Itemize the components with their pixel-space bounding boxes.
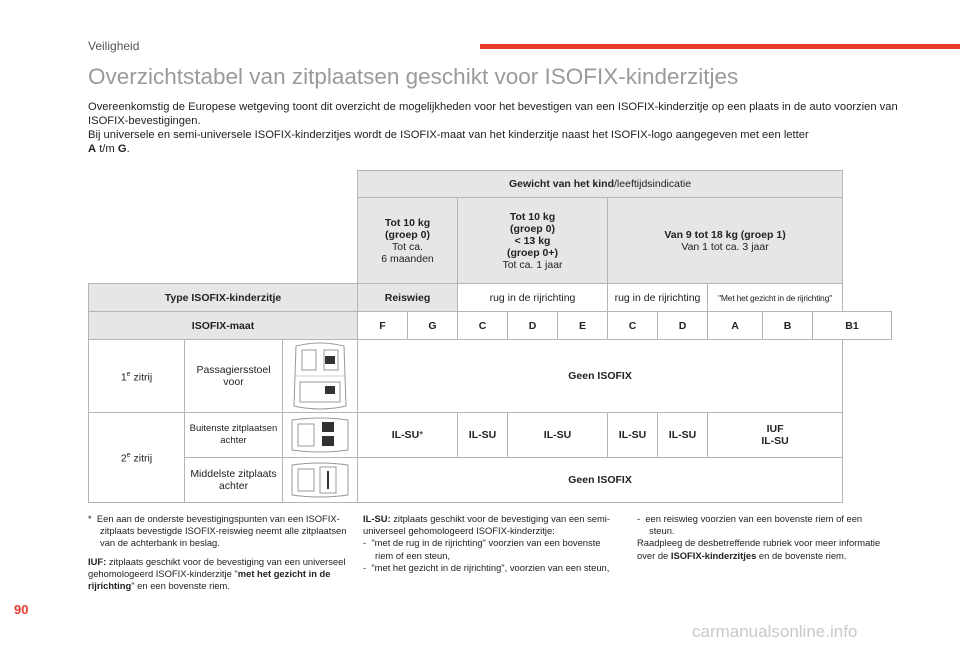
row-1-car-diagram	[283, 340, 358, 413]
row-2-middle-seat: Middelste zitplaats achter	[185, 458, 283, 503]
size-cell: B1	[813, 312, 892, 340]
row-2-outer-seat: Buitenste zitplaatsen achter	[185, 413, 283, 458]
reference-bold: ISOFIX-kinderzitjes	[670, 549, 757, 561]
group-0-label: (groep 0)	[385, 228, 430, 241]
intro-text	[88, 100, 898, 156]
row-1-number: 1	[120, 371, 127, 384]
weight-header-rest: /leeftijdsindicatie	[614, 178, 692, 190]
ilsu-item-text: "met het gezicht in de rijrichting", voorzien van een steun,	[371, 561, 610, 573]
intro-paragraph-2	[88, 128, 898, 156]
group-0plus-header	[458, 198, 608, 284]
watermark: carmanualsonline.info	[692, 622, 858, 641]
intro-p2-end: .	[126, 143, 130, 155]
row-2-outer-value-5: IL-SU	[658, 413, 708, 458]
row-2-outer-value-6	[708, 413, 843, 458]
size-label: ISOFIX-maat	[89, 312, 358, 340]
row-1-suffix: zitrij	[130, 371, 153, 384]
row-2-suffix: zitrij	[130, 452, 153, 465]
letter-g: G	[117, 143, 127, 155]
size-cell: A	[708, 312, 763, 340]
row-2-outer-value-3: IL-SU	[508, 413, 608, 458]
reference-text: Raadpleeg de desbetreffende rubriek voor meer informatie over de	[637, 537, 881, 561]
type-forward-facing: "Met het gezicht in de rijrichting"	[708, 284, 843, 312]
group-1-age: Van 1 tot ca. 3 jaar	[681, 240, 769, 253]
size-cell: G	[408, 312, 458, 340]
blank-cell	[89, 198, 358, 284]
size-cell: E	[558, 312, 608, 340]
ilsu-item-1: - "met de rug in de rijrichting" voorzien van een bovenste riem of een steun,	[363, 537, 601, 561]
footnote-star-mark: *	[88, 513, 92, 524]
size-cell: C	[608, 312, 658, 340]
footnote-column-3	[637, 513, 887, 562]
intro-p2-text: Bij universele en semi-universele ISOFIX-kinderzitjes wordt de ISOFIX-maat van het kinderzitje naast het ISOFIX-logo aangegeven met een letter	[88, 129, 809, 141]
row-2-middle-value: Geen ISOFIX	[358, 458, 843, 503]
section-label: Veiligheid	[88, 39, 140, 53]
footnote-column-1	[88, 513, 350, 592]
ilsu-value: IL-SU	[761, 435, 789, 447]
row-1-label	[89, 340, 185, 413]
iuf-end: " en een bovenste riem.	[131, 580, 230, 592]
page-number: 90	[14, 602, 29, 617]
row-2-outer-car-diagram	[283, 413, 358, 458]
group-0plus-label-1: (groep 0)	[510, 222, 555, 235]
ilsu-value: IL-SU	[391, 429, 420, 441]
letter-a: A	[88, 143, 97, 155]
type-rear-facing-2: rug in de rijrichting	[608, 284, 708, 312]
section-accent-bar	[480, 44, 960, 49]
type-rear-facing-1: rug in de rijrichting	[458, 284, 608, 312]
ilsu-text: zitplaats geschikt voor de bevestiging van een semi-universeel gehomologeerd ISOFIX-kinderzitje:	[363, 513, 610, 537]
reference-end: en de bovenste riem.	[756, 549, 847, 561]
row-2-outer-value-4: IL-SU	[608, 413, 658, 458]
footnote-reference	[637, 537, 887, 561]
intro-paragraph-1: Overeenkomstig de Europese wetgeving toont dit overzicht de mogelijkheden voor het bevestigen van een ISOFIX-kinderzitje op een plaats in de auto voorzien van ISOFIX-bevestigingen.	[88, 101, 898, 127]
iuf-value: IUF	[766, 423, 784, 435]
size-cell: D	[658, 312, 708, 340]
footnote-marker: *	[419, 429, 424, 441]
type-label: Type ISOFIX-kinderzitje	[89, 284, 358, 312]
size-cell: D	[508, 312, 558, 340]
size-cell: F	[358, 312, 408, 340]
row-2-sup: e	[126, 452, 131, 460]
ilsu-item-2: - "met het gezicht in de rijrichting", voorzien van een steun,	[363, 561, 610, 573]
blank-cell	[89, 171, 358, 198]
footnote-ilsu	[363, 513, 618, 537]
car-rear-middle-seat-icon	[288, 461, 352, 499]
group-0plus-weight-2: < 13 kg	[514, 234, 551, 247]
ilsu-label: IL-SU:	[363, 513, 391, 524]
row-1-sup: e	[126, 370, 131, 378]
ilsu-item-text: een reiswieg voorzien van een bovenste riem of een steun.	[645, 513, 863, 537]
iuf-text: zitplaats geschikt voor de bevestiging van een universeel gehomologeerd ISOFIX-kinderzitje "	[88, 555, 346, 579]
ilsu-item-3: - een reiswieg voorzien van een bovenste riem of een steun.	[637, 513, 863, 537]
group-1-weight: Van 9 tot 18 kg (groep 1)	[664, 228, 786, 241]
row-2-outer-value-2: IL-SU	[458, 413, 508, 458]
footnote-column-2	[363, 513, 618, 574]
row-2-middle-car-diagram	[283, 458, 358, 503]
size-cell: B	[763, 312, 813, 340]
group-0-age-1: Tot ca.	[392, 240, 423, 253]
group-0plus-label-2: (groep 0+)	[506, 246, 559, 259]
row-1-seat: Passagiersstoel voor	[185, 340, 283, 413]
footnote-star	[88, 513, 350, 550]
row-2-number: 2	[120, 452, 127, 465]
iuf-label: IUF:	[88, 555, 107, 567]
group-0-age-2: 6 maanden	[381, 252, 434, 265]
footnote-iuf	[88, 556, 350, 593]
intro-p2-to: t/m	[96, 143, 118, 155]
car-front-seat-icon	[288, 342, 352, 410]
size-cell: C	[458, 312, 508, 340]
group-0plus-age: Tot ca. 1 jaar	[502, 258, 563, 271]
isofix-table	[88, 170, 892, 503]
group-1-header	[608, 198, 843, 284]
row-1-value: Geen ISOFIX	[358, 340, 843, 413]
weight-header-bold: Gewicht van het kind	[508, 178, 615, 190]
group-0plus-weight: Tot 10 kg	[509, 210, 556, 223]
car-rear-outer-seats-icon	[288, 416, 352, 454]
iuf-bold: met het gezicht in de rijrichting	[88, 567, 331, 592]
group-0-header	[358, 198, 458, 284]
weight-header	[358, 171, 843, 198]
ilsu-item-text: "met de rug in de rijrichting" voorzien van een bovenste riem of een steun,	[371, 537, 601, 561]
row-2-outer-value-1	[358, 413, 458, 458]
group-0-weight: Tot 10 kg	[384, 216, 431, 229]
type-reiswieg: Reiswieg	[358, 284, 458, 312]
footnote-star-text: Een aan de onderste bevestigingspunten van een ISOFIX-zitplaats bevestigde ISOFIX-reiswieg neemt alle zitplaatsen van de achterbank in beslag.	[96, 513, 347, 549]
page-title: Overzichtstabel van zitplaatsen geschikt voor ISOFIX-kinderzitjes	[88, 64, 739, 89]
row-2-label	[89, 413, 185, 503]
